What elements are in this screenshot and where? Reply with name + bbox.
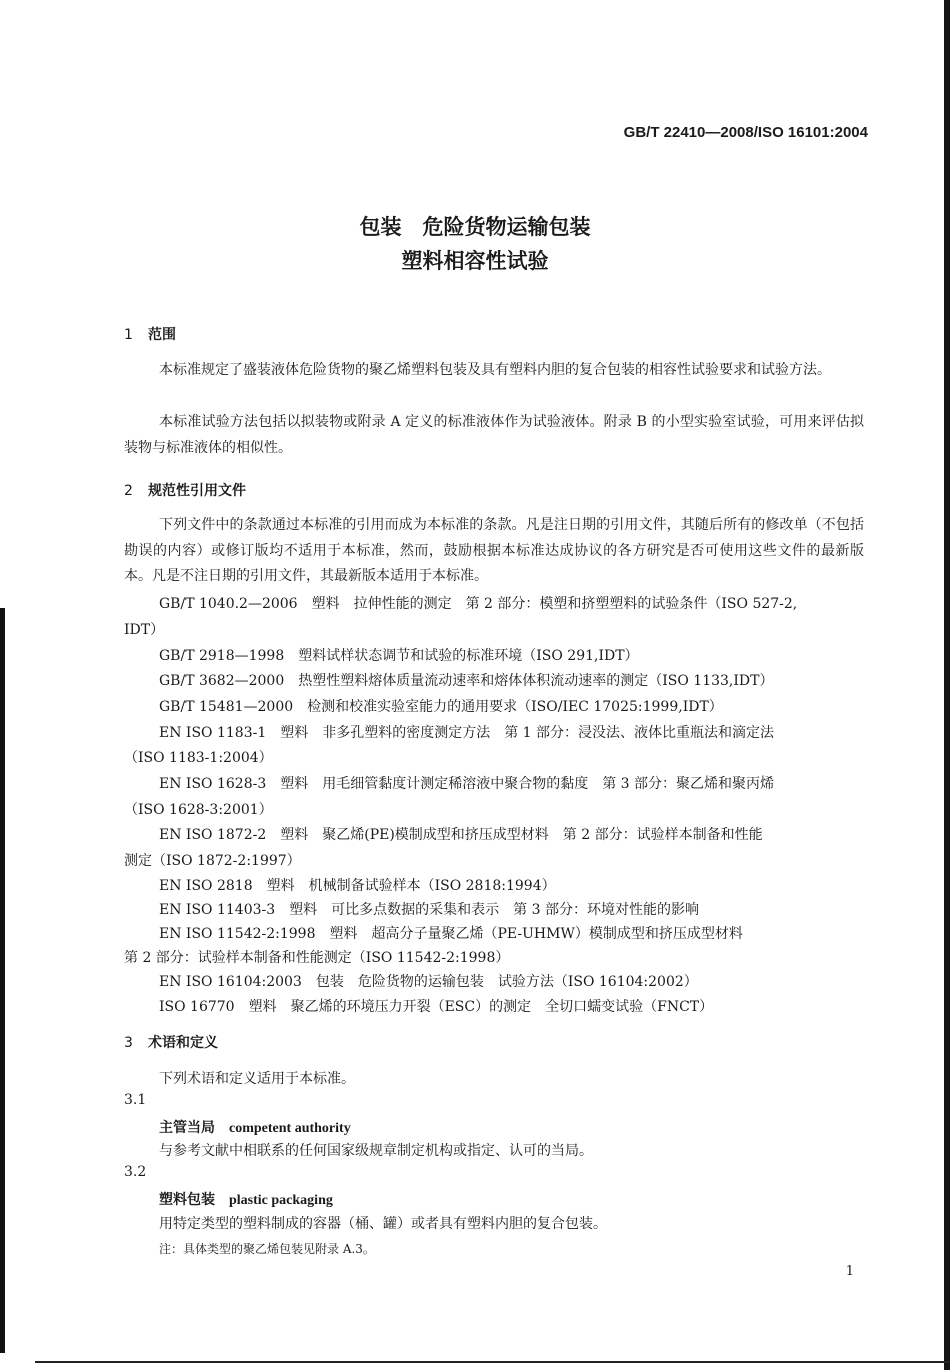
reference-item: EN ISO 1872-2 塑料 聚乙烯(PE)模制成型和挤压成型材料 第 2 部分：试验样本制备和性能 [159,827,763,843]
scan-edge-left [0,608,5,1353]
reference-item: GB/T 15481—2000 检测和校准实验室能力的通用要求（ISO/IEC 17025:1999,IDT） [159,699,723,715]
paragraph: 下列术语和定义适用于本标准。 [159,1071,355,1087]
page-number: 1 [845,1264,854,1279]
document-subtitle: 塑料相容性试验 [401,249,549,273]
reference-continuation: 第 2 部分：试验样本制备和性能测定（ISO 11542-2:1998） [124,950,510,966]
reference-item: EN ISO 2818 塑料 机械制备试验样本（ISO 2818:1994） [159,878,556,894]
reference-item: EN ISO 11542-2:1998 塑料 超高分子量聚乙烯（PE-UHMW）模制成型和挤压成型材料 [159,926,743,942]
reference-continuation: 测定（ISO 1872-2:1997） [124,853,301,869]
reference-item: GB/T 2918—1998 塑料试样状态调节和试验的标准环境（ISO 291,IDT） [159,648,639,664]
section-3-heading [124,1032,218,1052]
term-number: 3.2 [124,1164,147,1180]
reference-item: EN ISO 11403-3 塑料 可比多点数据的采集和表示 第 3 部分：环境对性能的影响 [159,902,699,918]
section-number: 3 [124,1035,133,1051]
standard-number: GB/T 22410—2008/ISO 16101:2004 [623,124,868,141]
document-title: 包装 危险货物运输包装 [359,215,591,239]
reference-continuation: IDT） [124,622,165,638]
reference-item: EN ISO 1628-3 塑料 用毛细管黏度计测定稀溶液中聚合物的黏度 第 3 部分：聚乙烯和聚丙烯 [159,776,775,792]
section-number: 2 [124,483,133,499]
reference-item: GB/T 1040.2—2006 塑料 拉伸性能的测定 第 2 部分：模塑和挤塑塑料的试验条件（ISO 527-2, [159,596,798,612]
section-title: 规范性引用文件 [148,483,246,499]
term-en: competent authority [229,1121,351,1136]
scan-edge-bottom [35,1361,950,1363]
section-1-heading [124,324,176,344]
term-en: plastic packaging [229,1193,333,1208]
reference-item: ISO 16770 塑料 聚乙烯的环境压力开裂（ESC）的测定 全切口蠕变试验（FNCT） [159,999,714,1015]
reference-continuation: （ISO 1183-1:2004） [124,750,273,766]
section-title: 范围 [148,327,176,343]
term-entry [159,1189,333,1209]
reference-continuation: （ISO 1628-3:2001） [124,802,273,818]
reference-item: EN ISO 1183-1 塑料 非多孔塑料的密度测定方法 第 1 部分：浸没法、液体比重瓶法和滴定法 [159,725,775,741]
scan-edge-right [944,0,950,1370]
term-zh: 主管当局 [159,1120,215,1136]
section-title: 术语和定义 [148,1035,218,1051]
reference-item: GB/T 3682—2000 热塑性塑料熔体质量流动速率和熔体体积流动速率的测定（ISO 1133,IDT） [159,673,774,689]
term-entry [159,1117,351,1137]
section-number: 1 [124,327,133,343]
reference-item: EN ISO 16104:2003 包装 危险货物的运输包装 试验方法（ISO 16104:2002） [159,974,698,990]
section-2-heading [124,480,246,500]
term-definition: 与参考文献中相联系的任何国家级规章制定机构或指定、认可的当局。 [159,1143,593,1159]
paragraph: 下列文件中的条款通过本标准的引用而成为本标准的条款。凡是注日期的引用文件，其随后所有的修改单（不包括勘误的内容）或修订版均不适用于本标准，然而，鼓励根据本标准达成协议的各方研究是否可使用这些文件的最新版本。凡是不注日期的引用文件，其最新版本适用于本标准。 [124,517,864,584]
paragraph: 本标准试验方法包括以拟装物或附录 A 定义的标准液体作为试验液体。附录 B 的小型实验室试验，可用来评估拟装物与标准液体的相似性。 [124,414,864,456]
term-number: 3.1 [124,1092,147,1108]
term-note: 注：具体类型的聚乙烯包装见附录 A.3。 [159,1242,375,1256]
term-definition: 用特定类型的塑料制成的容器（桶、罐）或者具有塑料内胆的复合包装。 [159,1216,607,1232]
term-zh: 塑料包装 [159,1192,215,1208]
paragraph: 本标准规定了盛装液体危险货物的聚乙烯塑料包装及具有塑料内胆的复合包装的相容性试验要求和试验方法。 [159,362,831,378]
